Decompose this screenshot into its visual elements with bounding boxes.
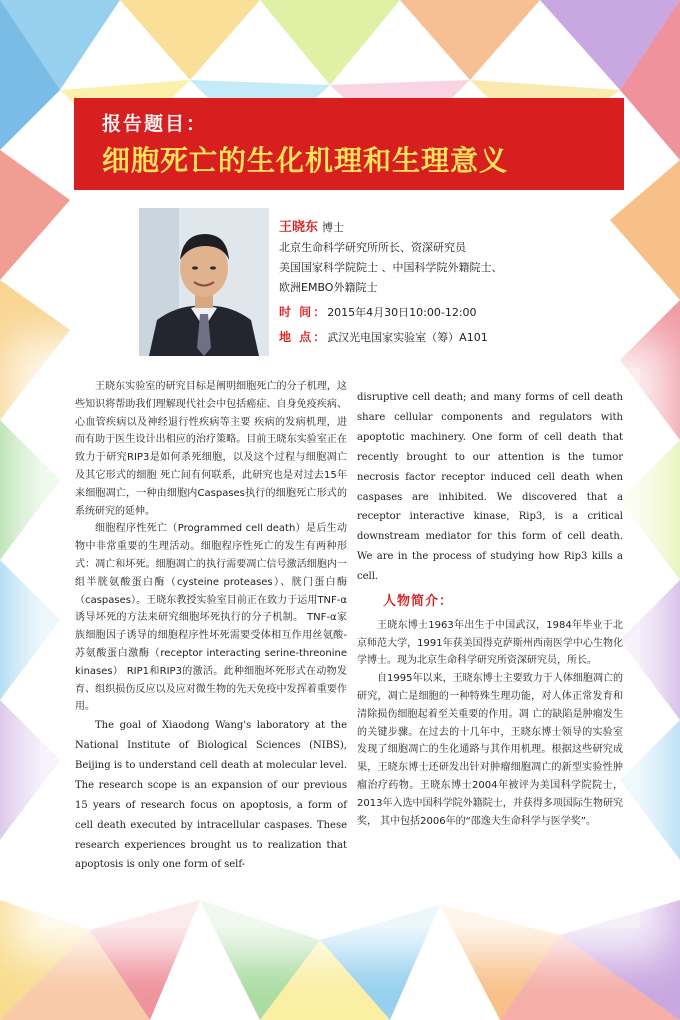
speaker-position: 美国国家科学院院士 、中国科学院外籍院士、: [279, 261, 503, 274]
time-value: 2015年4月30日10:00-12:00: [327, 306, 477, 319]
abstract-paragraph: 王晓东实验室的研究目标是阐明细胞死亡的分子机理，这些知识将帮助我们理解现代社会中包括癌症、自身免疫疾病、心血管疾病以及神经退行性疾病等主要 疾病的发病机理，进而有助于医生设计出相应的治疗策略。目前王晓东实验室正在致力于研究RIP3是如何杀死细胞，以及这个过程与细胞凋亡及其它形式的细胞 死亡间有何联系，此研究也是对过去15年来细胞凋亡，一种由细胞内Caspases执行的细胞死亡形式的系统研究的延伸。: [75, 381, 347, 517]
title-banner: [74, 98, 624, 190]
speaker-name-row: [279, 218, 629, 238]
report-title: 细胞死亡的生化机理和生理意义: [102, 144, 509, 177]
speaker-name: 王晓东: [279, 220, 319, 235]
time-label: 时 间：: [279, 305, 328, 319]
abstract-paragraph: 细胞程序性死亡（Programmed cell death）是后生动物中非常重要的生理活动。细胞程序性死亡的发生有两种形式：凋亡和坏死。细胞凋亡的执行需要凋亡信号激活细胞内一组半胱氨酸蛋白酶（cysteine proteases）、胱门蛋白酶（caspases）。王晓东教授实验室目前正在致力于运用TNF-α诱导坏死的方法来研究细胞坏死执行的分子机制。 TNF-α家族细胞因子诱导的细胞程序性坏死需要受体相互作用丝氨酸-苏氨酸蛋白激酶（receptor interacting serine-threonine kinases） RIP1和RIP3的激活。此种细胞坏死形式在动物发育、组织损伤反应以及应对微生物的先天免疫中发挥着重要作用。: [75, 523, 347, 713]
speaker-position: 北京生命科学研究所所长、资深研究员: [279, 241, 466, 254]
abstract-paragraph-english: The goal of Xiaodong Wang's laboratory at the National Institute of Biological Sciences (NIBS), Beijing is to understand cell death at molecular level. The research scope is an expansion of our previous 15 years of research focus on apoptosis, a form of cell death executed by intracellular caspases. These research experiences brought us to realization that apoptosis is only one form of self-: [75, 720, 347, 871]
bio-paragraph: 自1995年以来，王晓东博士主要致力于人体细胞凋亡的研究，凋亡是细胞的一种特殊生理功能，对人体正常发育和清除损伤细胞起着至关重要的作用。凋 亡的缺陷是肿瘤发生的关键步骤。在过去的十几年中，王晓东博士领导的实验室发现了细胞凋亡的生化通路与其作用机理。根据这些研究成果，王晓东博士还研发出针对肿瘤细胞凋亡的新型实验性肿瘤治疗药物。王晓东博士2004年被评为美国科学院院士，2013年入选中国科学院外籍院士，并获得多项国际生物研究奖， 其中包括2006年的“邵逸夫生命科学与医学奖”。: [357, 673, 623, 827]
speaker-photo: [139, 208, 269, 356]
report-title-label: 报告题目：: [102, 113, 208, 135]
speaker-degree: 博士: [322, 221, 345, 234]
place-value: 武汉光电国家实验室（筹）A101: [327, 331, 488, 344]
place-row: [279, 327, 629, 348]
bio-heading: 人物简介：: [383, 594, 454, 610]
speaker-position: 欧洲EMBO外籍院士: [279, 281, 378, 294]
abstract-left-column: [75, 378, 347, 875]
bio-paragraph: 王晓东博士1963年出生于中国武汉，1984年毕业于北京师范大学，1991年获美国得克萨斯州西南医学中心生物化学博士。现为北京生命科学研究所资深研究员，所长。: [357, 619, 623, 667]
speaker-info: [279, 218, 629, 348]
time-row: [279, 302, 629, 323]
place-label: 地 点：: [279, 330, 328, 344]
abstract-paragraph-english: disruptive cell death; and many forms of cell death share cellular components and regulators with apoptotic machinery. One form of cell death that recently brought to our attention is the tumor necrosis factor receptor induced cell death when caspases are inhibited. We discovered that a receptor interactive kinase, Rip3, is a critical downstream mediator for this form of cell death. We are in the process of studying how Rip3 kills a cell.: [357, 392, 623, 583]
abstract-right-column: [357, 388, 623, 830]
